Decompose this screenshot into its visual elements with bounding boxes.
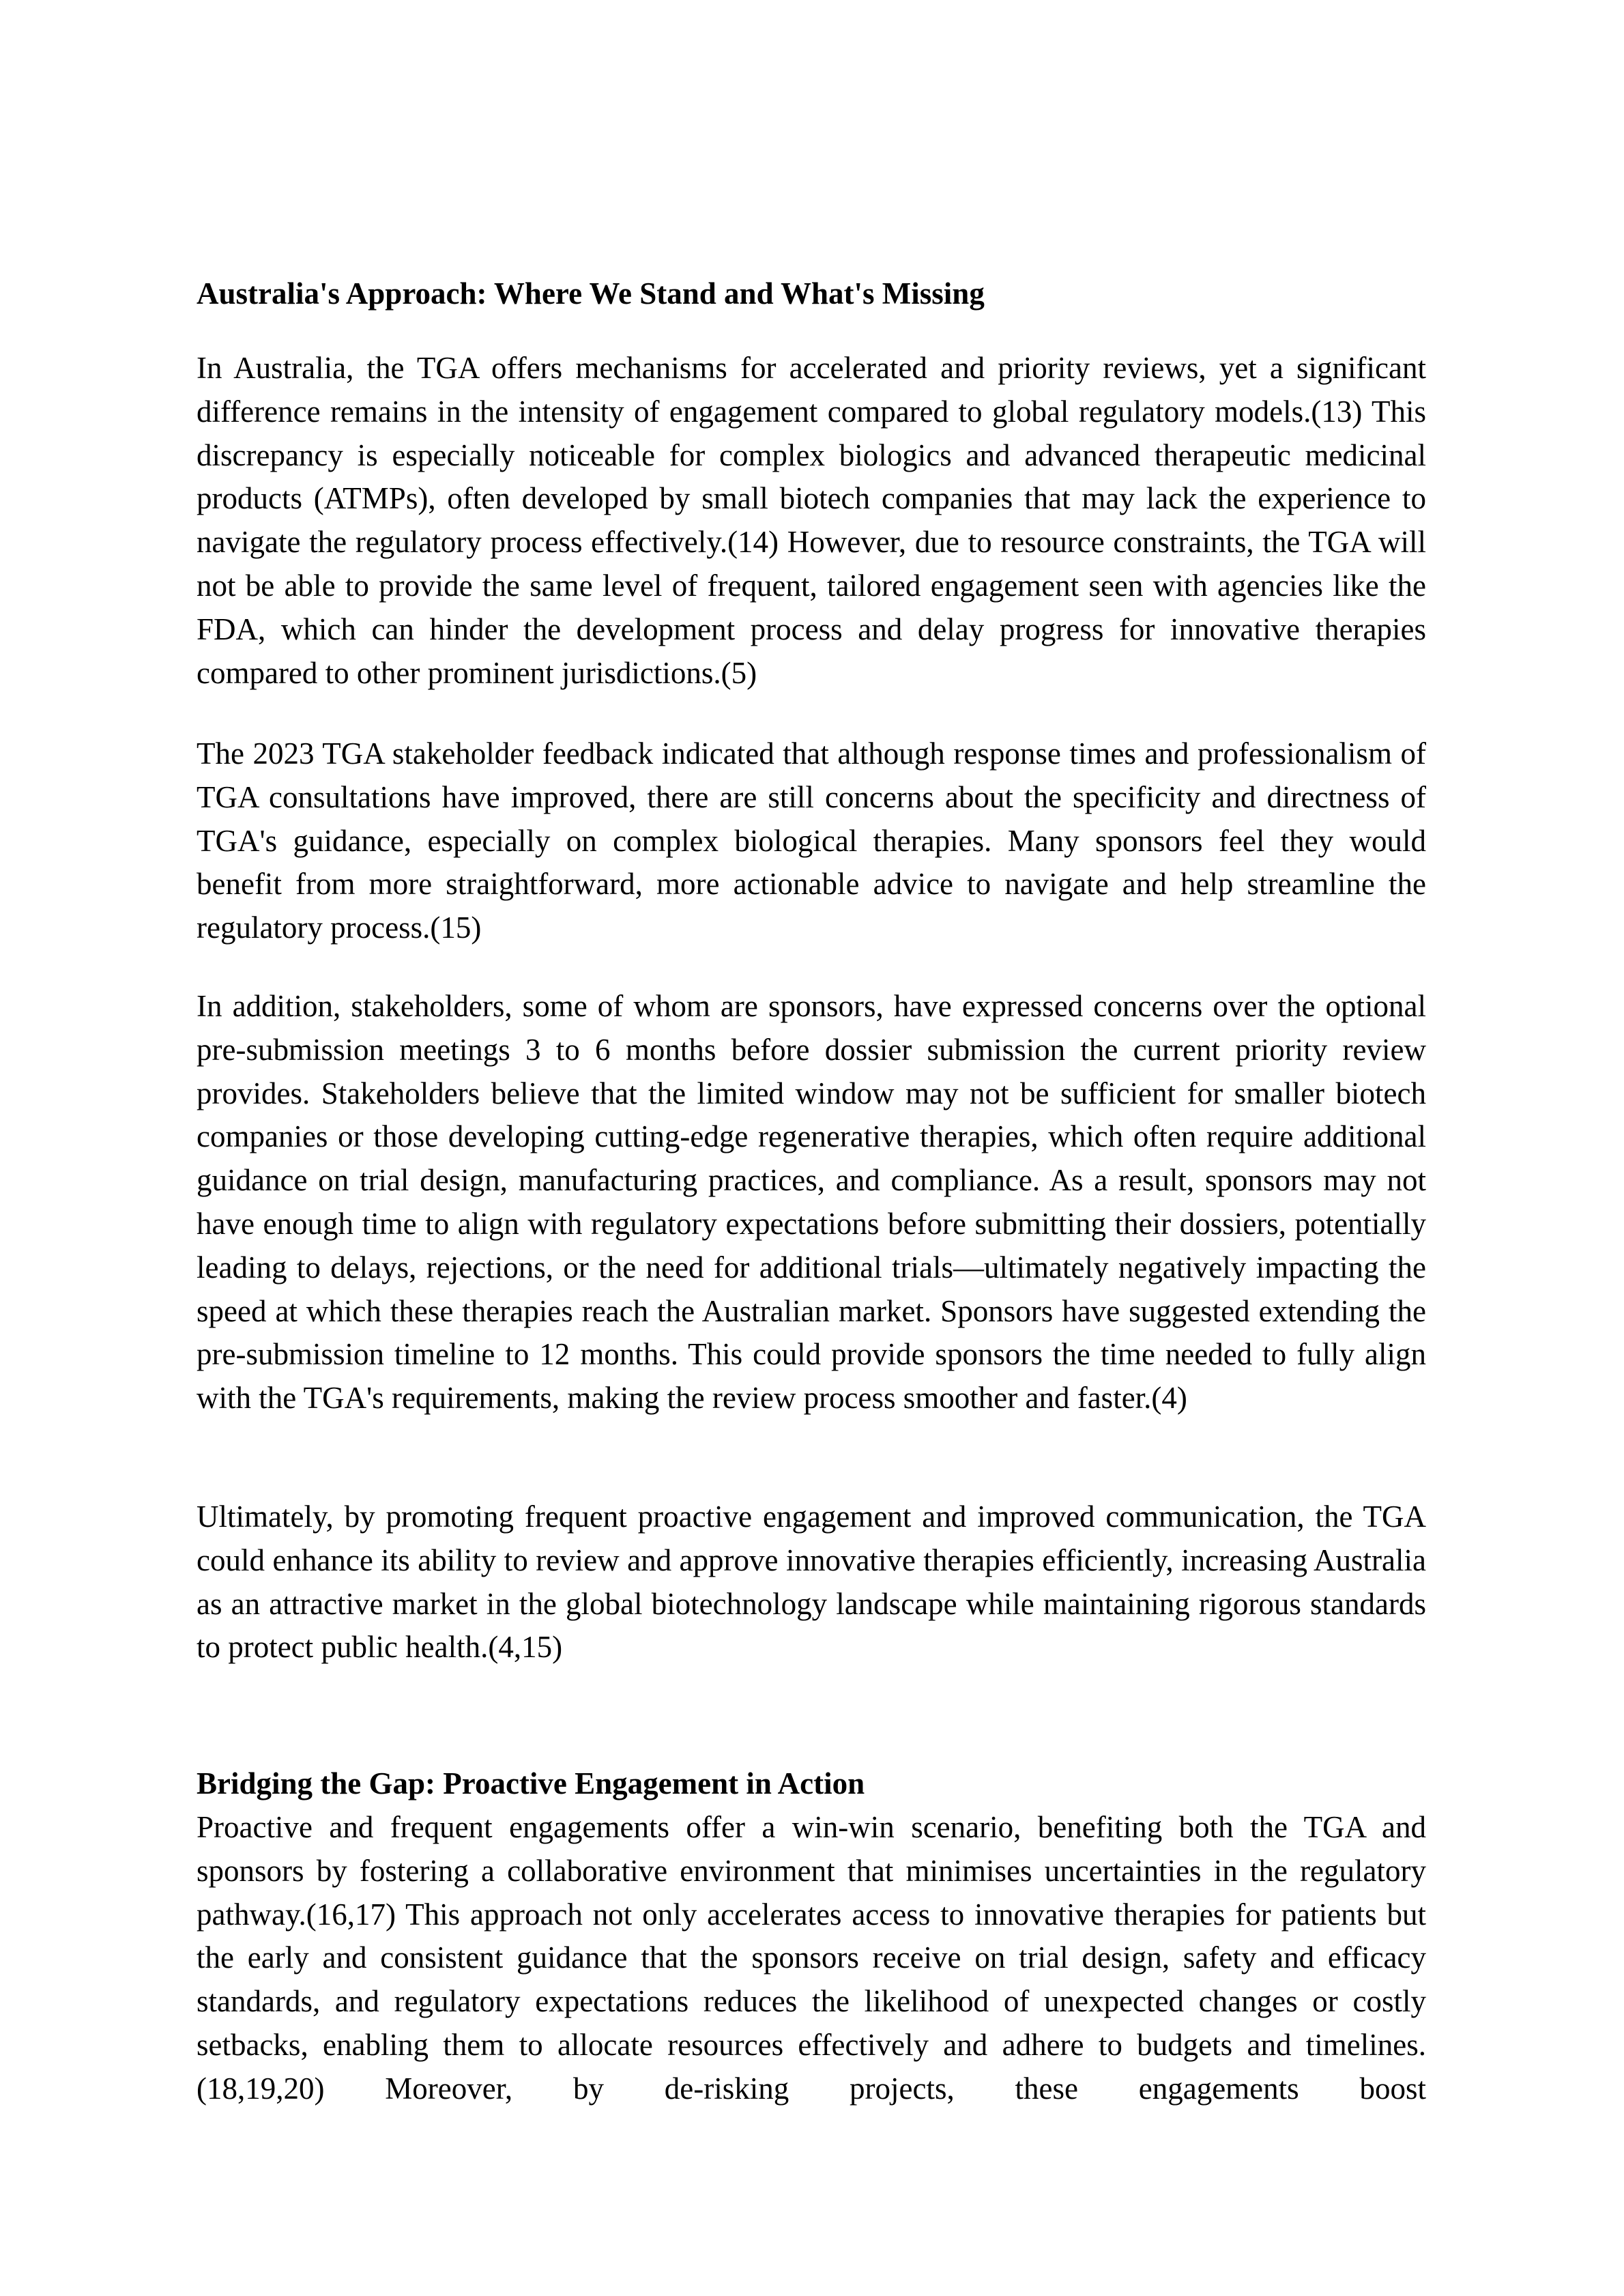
- section-heading-bridging-the-gap: Bridging the Gap: Proactive Engagement in Action: [197, 1766, 865, 1800]
- paragraph-pre-submission-concerns: In addition, stakeholders, some of whom are sponsors, have expressed concerns over the optional pre-submission meetings 3 to 6 months before dossier submission the current priority review provides. Stakeholders believe that the limited window may not be sufficient for smaller biotech companies or those developing cutting-edge regenerative therapies, which often require additional guidance on trial design, manufacturing practices, and compliance. As a result, sponsors may not have enough time to align with regulatory expectations before submitting their dossiers, potentially leading to delays, rejections, or the need for additional trials—ultimately negatively impacting the speed at which these therapies reach the Australian market. Sponsors have suggested extending the pre-submission timeline to 12 months. This could provide sponsors the time needed to fully align with the TGA's requirements, making the review process smoother and faster.(4): [197, 989, 1426, 1416]
- paragraph-stakeholder-feedback: The 2023 TGA stakeholder feedback indicated that although response times and professionalism of TGA consultations have improved, there are still concerns about the specificity and directness of TGA's guidance, especially on complex biological therapies. Many sponsors feel they would benefit from more straightforward, more actionable advice to navigate and help streamline the regulatory process.(15): [197, 736, 1426, 945]
- paragraph-tga-mechanisms: In Australia, the TGA offers mechanisms for accelerated and priority reviews, yet a significant difference remains in the intensity of engagement compared to global regulatory models.(13) This discrepancy is especially noticeable for complex biologics and advanced therapeutic medicinal products (ATMPs), often developed by small biotech companies that may lack the experience to navigate the regulatory process effectively.(14) However, due to resource constraints, the TGA will not be able to provide the same level of frequent, tailored engagement seen with agencies like the FDA, which can hinder the development process and delay progress for innovative therapies compared to other prominent jurisdictions.(5): [197, 351, 1426, 690]
- paragraph-proactive-engagement-conclusion: Ultimately, by promoting frequent proactive engagement and improved communication, the TGA could enhance its ability to review and approve innovative therapies efficiently, increasing Australia as an attractive market in the global biotechnology landscape while maintaining rigorous standards to protect public health.(4,15): [197, 1499, 1426, 1665]
- section-heading-australia-approach: Australia's Approach: Where We Stand and What's Missing: [197, 276, 985, 311]
- paragraph-win-win-scenario: Proactive and frequent engagements offer a win-win scenario, benefiting both the TGA and sponsors by fostering a collaborative environment that minimises uncertainties in the regulatory pathway.(16,17) This approach not only accelerates access to innovative therapies for patients but the early and consistent guidance that the sponsors receive on trial design, safety and efficacy standards, and regulatory expectations reduces the likelihood of unexpected changes or costly setbacks, enabling them to allocate resources effectively and adhere to budgets and timelines.(18,19,20) Moreover, by de-risking projects, these engagements boost: [197, 1810, 1426, 2106]
